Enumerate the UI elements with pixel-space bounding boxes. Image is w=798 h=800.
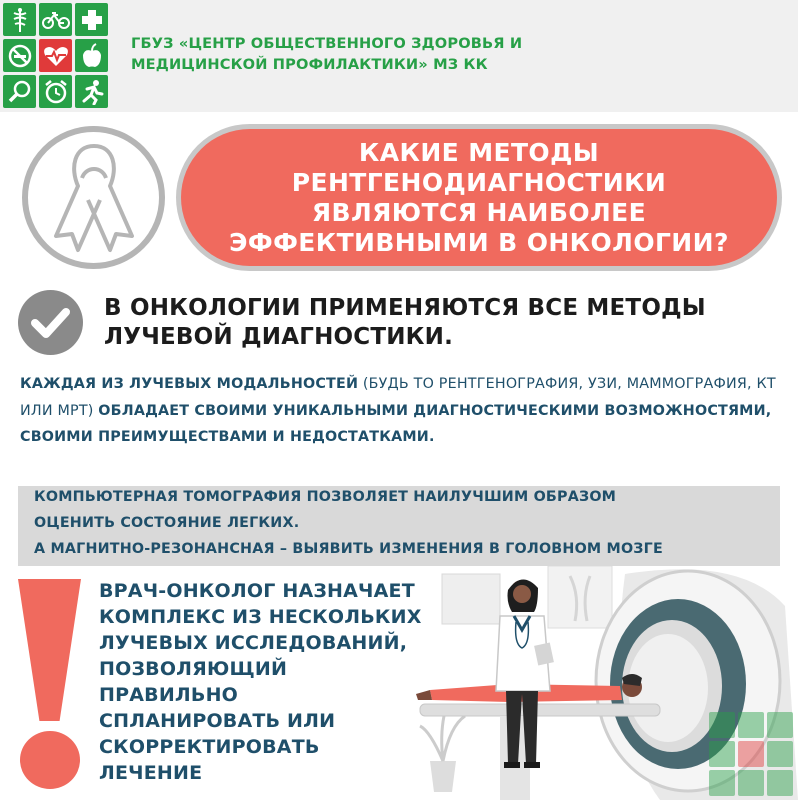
awareness-ribbon-badge: [22, 126, 165, 269]
doctor-line-7: СКОРРЕКТИРОВАТЬ: [99, 736, 320, 758]
apple-icon: [75, 39, 108, 72]
organization-logo: [3, 3, 109, 109]
oncologist-statement: [99, 578, 422, 786]
doctor-line-2: КОМПЛЕКС ИЗ НЕСКОЛЬКИХ: [99, 606, 422, 628]
cross-icon: [75, 3, 108, 36]
question-line-3: ЯВЛЯЮТСЯ НАИБОЛЕЕ: [311, 197, 647, 227]
no-smoking-icon: [3, 39, 36, 72]
heart-pulse-icon: [39, 39, 72, 72]
awareness-ribbon-icon: [42, 138, 147, 263]
plant-pot: [430, 761, 456, 792]
organization-name-line1: ГБУЗ «ЦЕНТР ОБЩЕСТВЕННОГО ЗДОРОВЬЯ И: [131, 35, 523, 52]
watermark-tile: [738, 741, 764, 767]
exclamation-mark-bar: [18, 579, 81, 721]
watermark-tile: [709, 770, 735, 796]
doctor-line-1: ВРАЧ-ОНКОЛОГ НАЗНАЧАЕТ: [99, 580, 415, 602]
patient-table: [420, 704, 660, 716]
watermark-tile: [738, 712, 764, 738]
doctor-line-4: ПОЗВОЛЯЮЩИЙ: [99, 658, 288, 680]
caduceus-icon: [3, 3, 36, 36]
ct-mri-highlight-box: [18, 486, 780, 566]
highlight-line-2: ОЦЕНИТЬ СОСТОЯНИЕ ЛЕГКИХ.: [34, 515, 300, 531]
modalities-bold-1: КАЖДАЯ ИЗ ЛУЧЕВЫХ МОДАЛЬНОСТЕЙ: [20, 376, 359, 392]
watermark-tile: [767, 770, 793, 796]
answer-heading: [104, 294, 706, 352]
answer-line-2: ЛУЧЕВОЙ ДИАГНОСТИКИ.: [104, 324, 454, 350]
doctor-line-5: ПРАВИЛЬНО: [99, 684, 239, 706]
highlight-line-1: КОМПЬЮТЕРНАЯ ТОМОГРАФИЯ ПОЗВОЛЯЕТ НАИЛУЧШИМ ОБРАЗОМ: [34, 489, 617, 505]
modalities-paragraph: [20, 371, 790, 451]
watermark-tile: [709, 712, 735, 738]
xray-lightbox: [548, 566, 612, 628]
watermark-tile: [767, 741, 793, 767]
watermark-tile: [709, 741, 735, 767]
checkmark-icon: [18, 290, 83, 355]
question-banner: [181, 129, 777, 266]
organization-name: [131, 33, 522, 75]
question-line-1: КАКИЕ МЕТОДЫ: [358, 137, 600, 167]
watermark-tile: [738, 770, 764, 796]
alarm-clock-icon: [39, 75, 72, 108]
question-line-2: РЕНТГЕНОДИАГНОСТИКИ: [291, 167, 667, 197]
bicycle-icon: [39, 3, 72, 36]
wall-cabinet: [442, 574, 500, 624]
watermark-tile: [767, 712, 793, 738]
magnifier-icon: [3, 75, 36, 108]
doctor-line-3: ЛУЧЕВЫХ ИССЛЕДОВАНИЙ,: [99, 632, 408, 654]
highlight-line-3: А МАГНИТНО-РЕЗОНАНСНАЯ – ВЫЯВИТЬ ИЗМЕНЕНИЯ В ГОЛОВНОМ МОЗГЕ: [34, 541, 663, 557]
runner-icon: [75, 75, 108, 108]
modalities-bold-2: ОБЛАДАЕТ СВОИМИ УНИКАЛЬНЫМИ ДИАГНОСТИЧЕСКИМИ ВОЗМОЖНОСТЯМИ, СВОИМИ ПРЕИМУЩЕСТВАМИ И НЕДОСТАТКАМИ.: [20, 402, 772, 445]
modalities-list: (БУДЬ ТО РЕНТГЕНОГРАФИЯ, УЗИ, МАММОГРАФИЯ, КТ ИЛИ МРТ): [20, 376, 776, 419]
question-line-4: ЭФФЕКТИВНЫМИ В ОНКОЛОГИИ?: [229, 227, 729, 257]
header-bar: [0, 0, 798, 112]
watermark-logo: [709, 712, 793, 796]
exclamation-mark-dot: [20, 731, 80, 789]
organization-name-line2: МЕДИЦИНСКОЙ ПРОФИЛАКТИКИ» МЗ КК: [131, 56, 488, 73]
doctor-line-6: СПЛАНИРОВАТЬ ИЛИ: [99, 710, 336, 732]
question-heading: [229, 138, 729, 258]
answer-line-1: В ОНКОЛОГИИ ПРИМЕНЯЮТСЯ ВСЕ МЕТОДЫ: [104, 295, 706, 321]
doctor-line-8: ЛЕЧЕНИЕ: [99, 762, 203, 784]
